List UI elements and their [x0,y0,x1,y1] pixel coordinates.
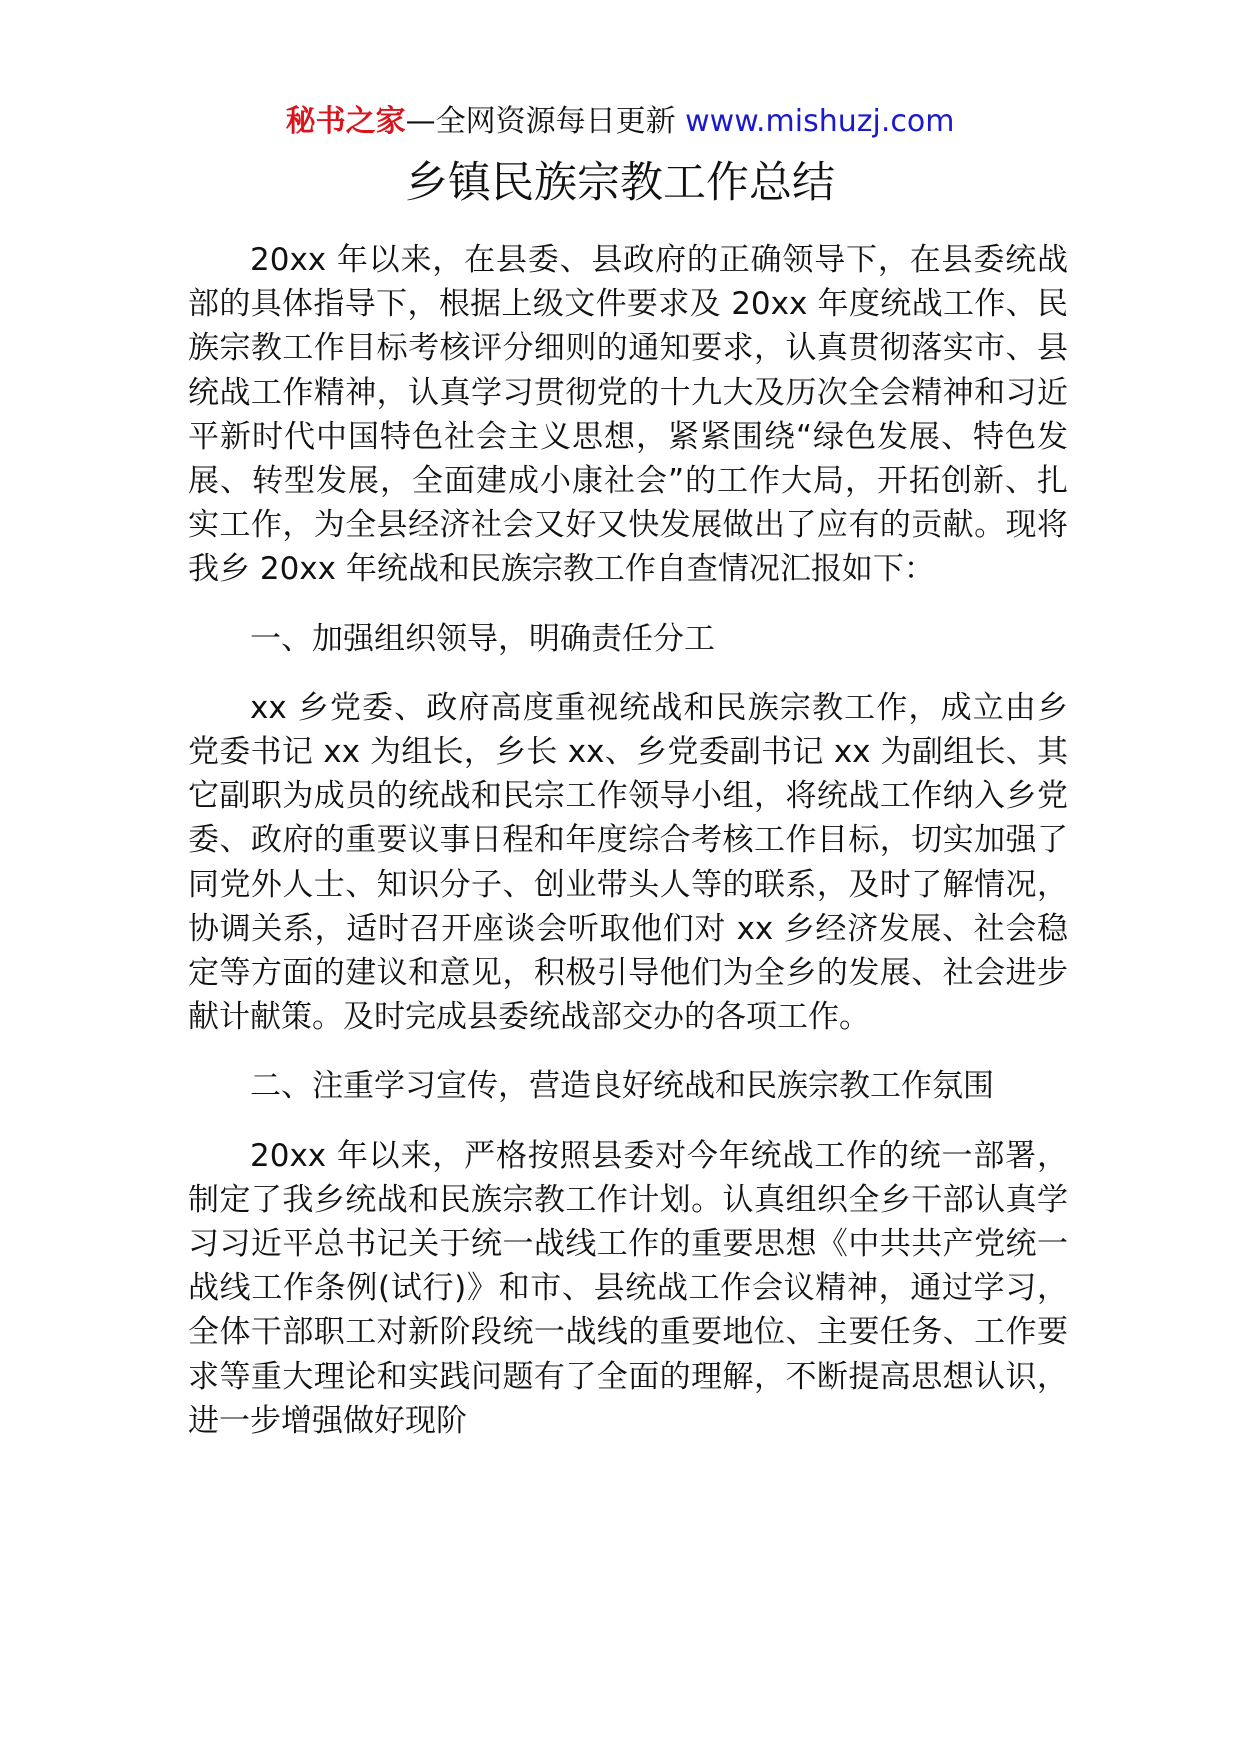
section-heading-1: 一、加强组织领导，明确责任分工 [250,620,715,657]
site-brand: 秘书之家 [285,104,406,139]
section-heading-2: 二、注重学习宣传，营造良好统战和民族宗教工作氛围 [250,1068,994,1105]
paragraph-intro: 20xx 年以来，在县委、县政府的正确领导下，在县委统战部的具体指导下，根据上级文件要求及 20xx 年度统战工作、民族宗教工作目标考核评分细则的通知要求，认真贯彻落实市、县统战工作精神，认真学习贯彻党的十九大及历次全会精神和习近平新时代中国特色社会主义思想，紧紧围绕“绿色发展、特色发展、转型发展，全面建成小康社会”的工作大局，开拓创新、扎实工作，为全县经济社会又好又快发展做出了应有的贡献。现将我乡 20xx 年统战和民族宗教工作自查情况汇报如下： [188,242,1068,588]
paragraph-section-2: 20xx 年以来，严格按照县委对今年统战工作的统一部署，制定了我乡统战和民族宗教工作计划。认真组织全乡干部认真学习习近平总书记关于统一战线工作的重要思想《中共共产党统一战线工作条例(试行)》和市、县统战工作会议精神，通过学习，全体干部职工对新阶段统一战线的重要地位、主要任务、工作要求等重大理论和实践问题有了全面的理解，不断提高思想认识，进一步增强做好现阶 [188,1137,1068,1439]
document-title: 乡镇民族宗教工作总结 [405,158,835,208]
site-header [0,100,1240,144]
site-tagline: —全网资源每日更新 [405,104,686,139]
paragraph-section-1: xx 乡党委、政府高度重视统战和民族宗教工作，成立由乡党委书记 xx 为组长，乡长 xx、乡党委副书记 xx 为副组长、其它副职为成员的统战和民宗工作领导小组，将统战工作纳入乡党委、政府的重要议事日程和年度综合考核工作目标，切实加强了同党外人士、知识分子、创业带头人等的联系，及时了解情况，协调关系，适时召开座谈会听取他们对 xx 乡经济发展、社会稳定等方面的建议和意见，积极引导他们为全乡的发展、社会进步献计献策。及时完成县委统战部交办的各项工作。 [188,689,1068,1036]
document-body [188,238,1068,1468]
site-url-link[interactable]: www.mishuzj.com [685,104,955,139]
